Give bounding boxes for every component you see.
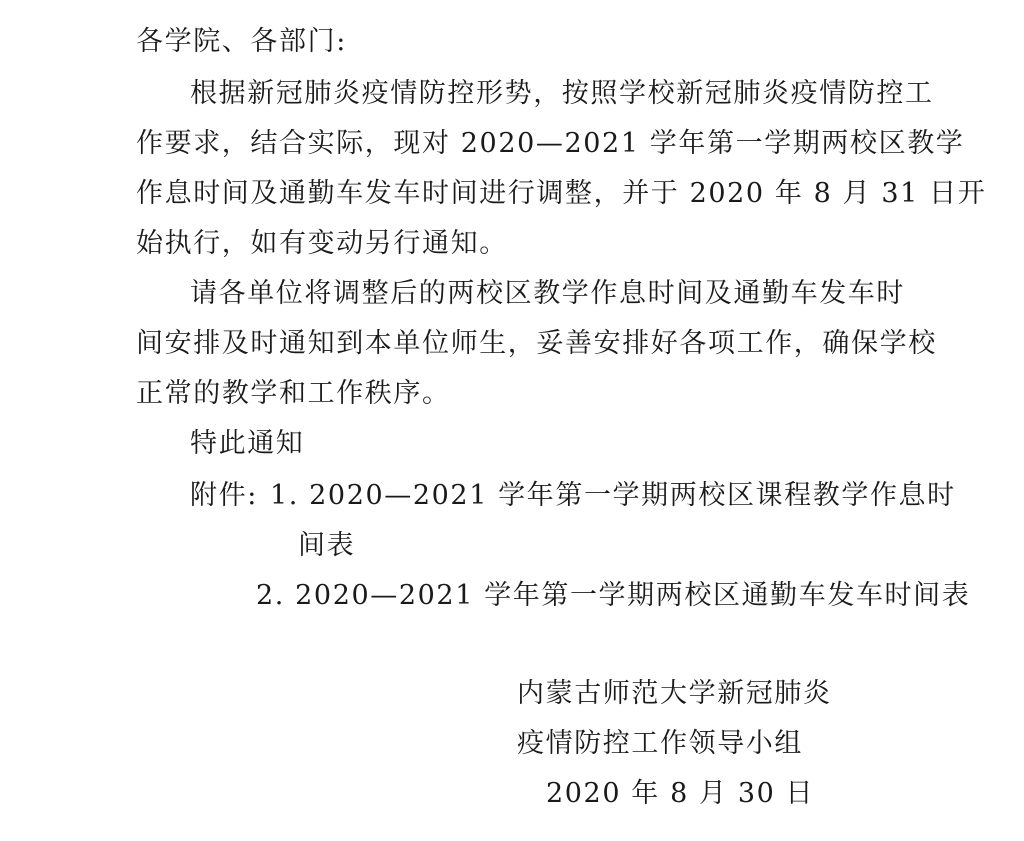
paragraph-2-line: 间安排及时通知到本单位师生，妥善安排好各项工作，确保学校 bbox=[136, 328, 937, 359]
notice-text: 特此通知 bbox=[190, 428, 305, 459]
attachment-item-2: 2. 2020—2021 学年第一学期两校区通勤车发车时间表 bbox=[256, 580, 971, 611]
paragraph-1-line: 作要求，结合实际，现对 2020—2021 学年第一学期两校区教学 bbox=[136, 128, 965, 159]
attachment-item-1-cont: 间表 bbox=[298, 530, 356, 561]
paragraph-2-line: 正常的教学和工作秩序。 bbox=[136, 378, 451, 409]
signature-date: 2020 年 8 月 30 日 bbox=[546, 778, 815, 809]
attachments-label: 附件: bbox=[190, 480, 258, 511]
paragraph-1-line: 始执行，如有变动另行通知。 bbox=[136, 228, 508, 259]
signature-org-line-2: 疫情防控工作领导小组 bbox=[517, 728, 803, 759]
salutation: 各学院、各部门: bbox=[136, 26, 347, 57]
paragraph-2-line: 请各单位将调整后的两校区教学作息时间及通勤车发车时 bbox=[190, 278, 905, 309]
attachment-item-1: 1. 2020—2021 学年第一学期两校区课程教学作息时 bbox=[270, 480, 956, 511]
paragraph-1-line: 根据新冠肺炎疫情防控形势，按照学校新冠肺炎疫情防控工 bbox=[190, 78, 934, 109]
paragraph-1-line: 作息时间及通勤车发车时间进行调整，并于 2020 年 8 月 31 日开 bbox=[136, 178, 987, 209]
signature-org-line-1: 内蒙古师范大学新冠肺炎 bbox=[517, 678, 832, 709]
